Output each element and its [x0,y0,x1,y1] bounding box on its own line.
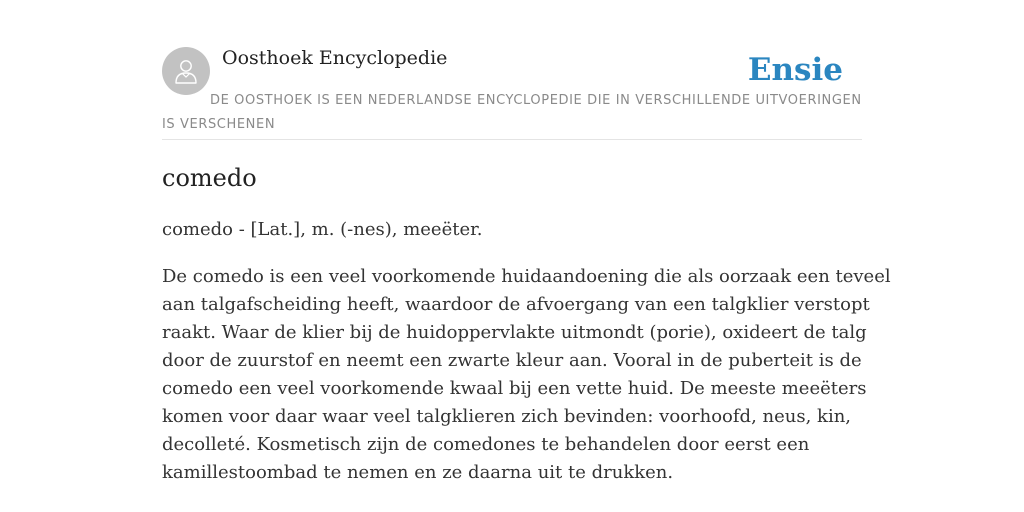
article-body-line: aan talgafscheiding heeft, waardoor de afvoergang van een talgklier verstopt [162,294,870,315]
article-body-line: De comedo is een veel voorkomende huidaandoening die als oorzaak een teveel [162,266,891,287]
user-icon [171,56,201,86]
page-container [162,0,891,483]
avatar[interactable] [162,47,210,95]
brand-logo-link[interactable]: Ensie [747,52,843,88]
article-body-line: komen voor daar waar veel talgklieren zich bevinden: voorhoofd, neus, kin, [162,406,852,427]
article-body-line: comedo een veel voorkomende kwaal bij een vette huid. De meeste meeëters [162,378,867,399]
article-body-line: kamillestoombad te nemen en ze daarna uit te drukken. [162,462,674,483]
article-title: comedo [162,164,257,192]
article-body-line: raakt. Waar de klier bij de huidoppervlakte uitmondt (porie), oxideert de talg [162,322,867,343]
article-body-line: door de zuurstof en neemt een zwarte kleur aan. Vooral in de puberteit is de [162,350,862,371]
site-header [162,0,862,140]
site-name-link[interactable]: Oosthoek Encyclopedie [222,47,448,69]
article-body [162,263,891,487]
article-lead: comedo - [Lat.], m. (-nes), meeëter. [162,219,483,240]
site-tagline: DE OOSTHOEK IS EEN NEDERLANDSE ENCYCLOPEDIE DIE IN VERSCHILLENDE UITVOERINGEN IS VERSCHENEN [162,93,862,132]
article-body-line: decolleté. Kosmetisch zijn de comedones te behandelen door eerst een [162,434,810,455]
